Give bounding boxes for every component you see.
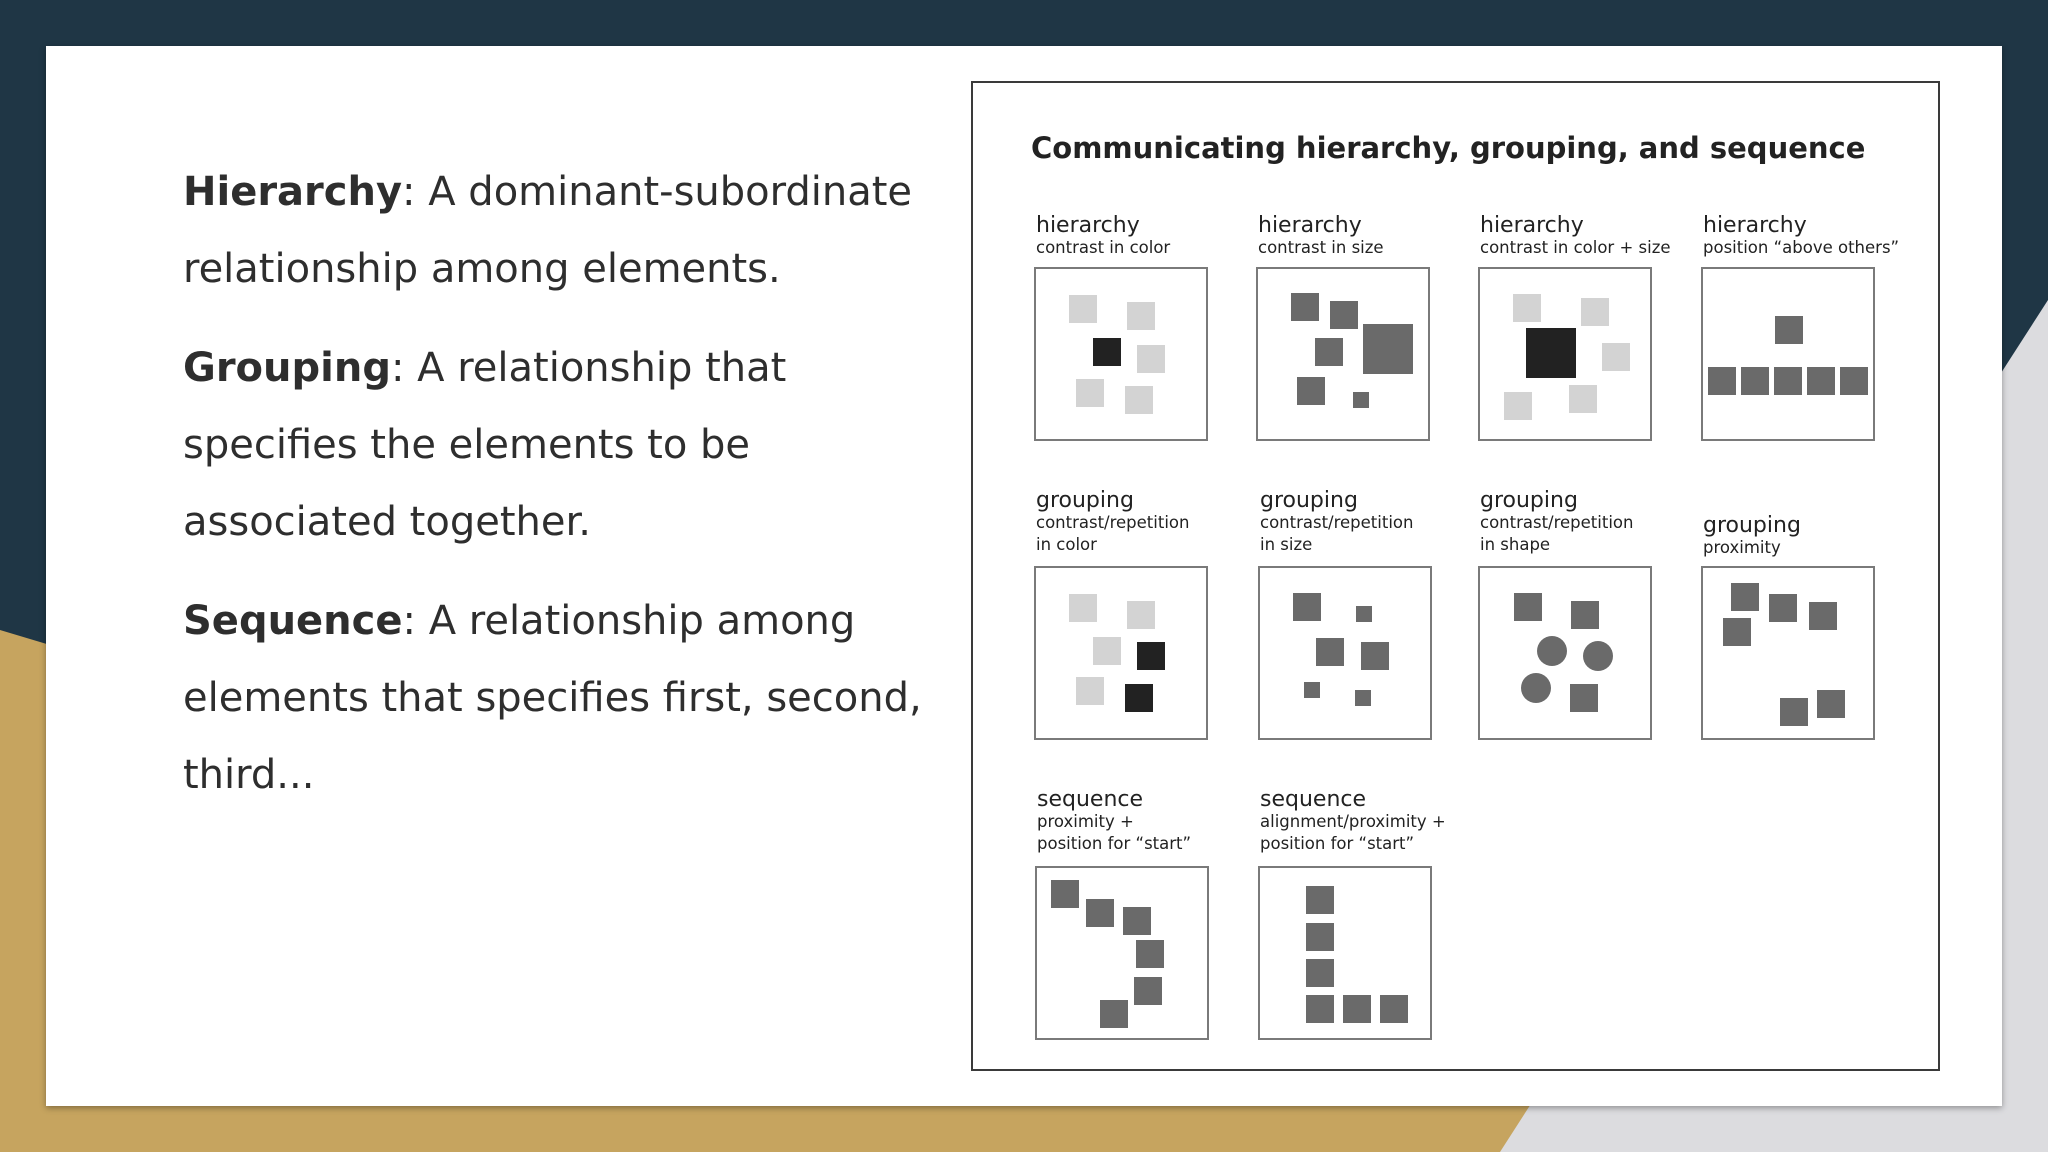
definition-term: Sequence	[183, 598, 403, 644]
panel-subtitle: position for “start”	[1260, 834, 1415, 853]
square-shape	[1069, 295, 1097, 323]
square-shape	[1602, 343, 1630, 371]
square-shape	[1306, 959, 1334, 987]
panel-subtitle: position “above others”	[1703, 238, 1900, 257]
panel-subtitle: in size	[1260, 535, 1313, 554]
square-shape	[1125, 684, 1153, 712]
square-shape	[1293, 593, 1321, 621]
square-shape	[1304, 682, 1320, 698]
panel-label: grouping	[1703, 513, 1801, 538]
panel-label: hierarchy	[1480, 213, 1584, 238]
definition-term: Grouping	[183, 345, 391, 391]
square-shape	[1774, 367, 1802, 395]
square-shape	[1086, 899, 1114, 927]
hierarchy-grouping-sequence-figure	[971, 81, 1946, 1076]
square-shape	[1134, 977, 1162, 1005]
square-shape	[1513, 294, 1541, 322]
square-shape	[1363, 324, 1413, 374]
square-shape	[1137, 642, 1165, 670]
square-shape	[1569, 385, 1597, 413]
definition-term: Hierarchy	[183, 169, 403, 215]
panel-label: grouping	[1480, 488, 1578, 513]
square-shape	[1306, 995, 1334, 1023]
square-shape	[1330, 301, 1358, 329]
panel-label: sequence	[1260, 787, 1367, 812]
square-shape	[1051, 880, 1079, 908]
square-shape	[1306, 886, 1334, 914]
panel-subtitle: proximity	[1703, 538, 1781, 557]
square-shape	[1361, 642, 1389, 670]
panel-label: hierarchy	[1703, 213, 1807, 238]
panel-label: hierarchy	[1258, 213, 1362, 238]
square-shape	[1708, 367, 1736, 395]
square-shape	[1817, 690, 1845, 718]
square-shape	[1137, 345, 1165, 373]
square-shape	[1355, 690, 1371, 706]
square-shape	[1809, 602, 1837, 630]
square-shape	[1127, 601, 1155, 629]
panel-subtitle: proximity +	[1037, 812, 1134, 831]
panel-label: grouping	[1260, 488, 1358, 513]
square-shape	[1840, 367, 1868, 395]
figure-panel	[1259, 488, 1431, 739]
square-shape	[1093, 637, 1121, 665]
square-shape	[1807, 367, 1835, 395]
square-shape	[1570, 684, 1598, 712]
definition-sequence	[183, 583, 963, 814]
circle-shape	[1583, 641, 1613, 671]
square-shape	[1306, 923, 1334, 951]
square-shape	[1315, 338, 1343, 366]
figure-panel	[1479, 213, 1671, 440]
square-shape	[1741, 367, 1769, 395]
square-shape	[1775, 316, 1803, 344]
panel-subtitle: contrast in color	[1036, 238, 1171, 257]
panel-label: grouping	[1036, 488, 1134, 513]
slide	[46, 46, 2002, 1106]
definition-text: : A dominant-subordinate relationship among elements.	[183, 169, 913, 292]
definitions-list	[183, 154, 963, 836]
square-shape	[1353, 392, 1369, 408]
square-shape	[1343, 995, 1371, 1023]
panel-subtitle: contrast/repetition	[1480, 513, 1634, 532]
panel-label: hierarchy	[1036, 213, 1140, 238]
panel-subtitle: contrast in color + size	[1480, 238, 1671, 257]
definition-hierarchy	[183, 154, 963, 308]
square-shape	[1136, 940, 1164, 968]
circle-shape	[1537, 636, 1567, 666]
square-shape	[1076, 379, 1104, 407]
square-shape	[1316, 638, 1344, 666]
square-shape	[1571, 601, 1599, 629]
square-shape	[1731, 583, 1759, 611]
square-shape	[1127, 302, 1155, 330]
square-shape	[1723, 618, 1751, 646]
square-shape	[1125, 386, 1153, 414]
panel-subtitle: contrast in size	[1258, 238, 1384, 257]
panel-subtitle: alignment/proximity +	[1260, 812, 1446, 831]
square-shape	[1380, 995, 1408, 1023]
square-shape	[1123, 907, 1151, 935]
square-shape	[1514, 593, 1542, 621]
definition-text: : A relationship among elements that specifies first, second, third...	[183, 598, 922, 798]
square-shape	[1526, 328, 1576, 378]
definition-text: : A relationship that specifies the elements to be associated together.	[183, 345, 787, 545]
square-shape	[1780, 698, 1808, 726]
panel-subtitle: position for “start”	[1037, 834, 1192, 853]
panel-box	[1702, 268, 1874, 440]
square-shape	[1504, 392, 1532, 420]
circle-shape	[1521, 673, 1551, 703]
panel-label: sequence	[1037, 787, 1144, 812]
square-shape	[1291, 293, 1319, 321]
square-shape	[1769, 594, 1797, 622]
square-shape	[1069, 594, 1097, 622]
square-shape	[1356, 606, 1372, 622]
square-shape	[1093, 338, 1121, 366]
square-shape	[1076, 677, 1104, 705]
square-shape	[1581, 298, 1609, 326]
panel-subtitle: in color	[1036, 535, 1097, 554]
definition-grouping	[183, 330, 963, 561]
square-shape	[1100, 1000, 1128, 1028]
figure-title: Communicating hierarchy, grouping, and sequence	[1031, 131, 1866, 165]
figure-panel	[1035, 488, 1207, 739]
panel-box	[1259, 567, 1431, 739]
figure-panel	[1259, 787, 1446, 1039]
panel-subtitle: contrast/repetition	[1260, 513, 1414, 532]
square-shape	[1297, 377, 1325, 405]
figure-panel	[1479, 488, 1651, 739]
panel-subtitle: contrast/repetition	[1036, 513, 1190, 532]
figure-panel	[1702, 213, 1899, 440]
panel-subtitle: in shape	[1480, 535, 1551, 554]
